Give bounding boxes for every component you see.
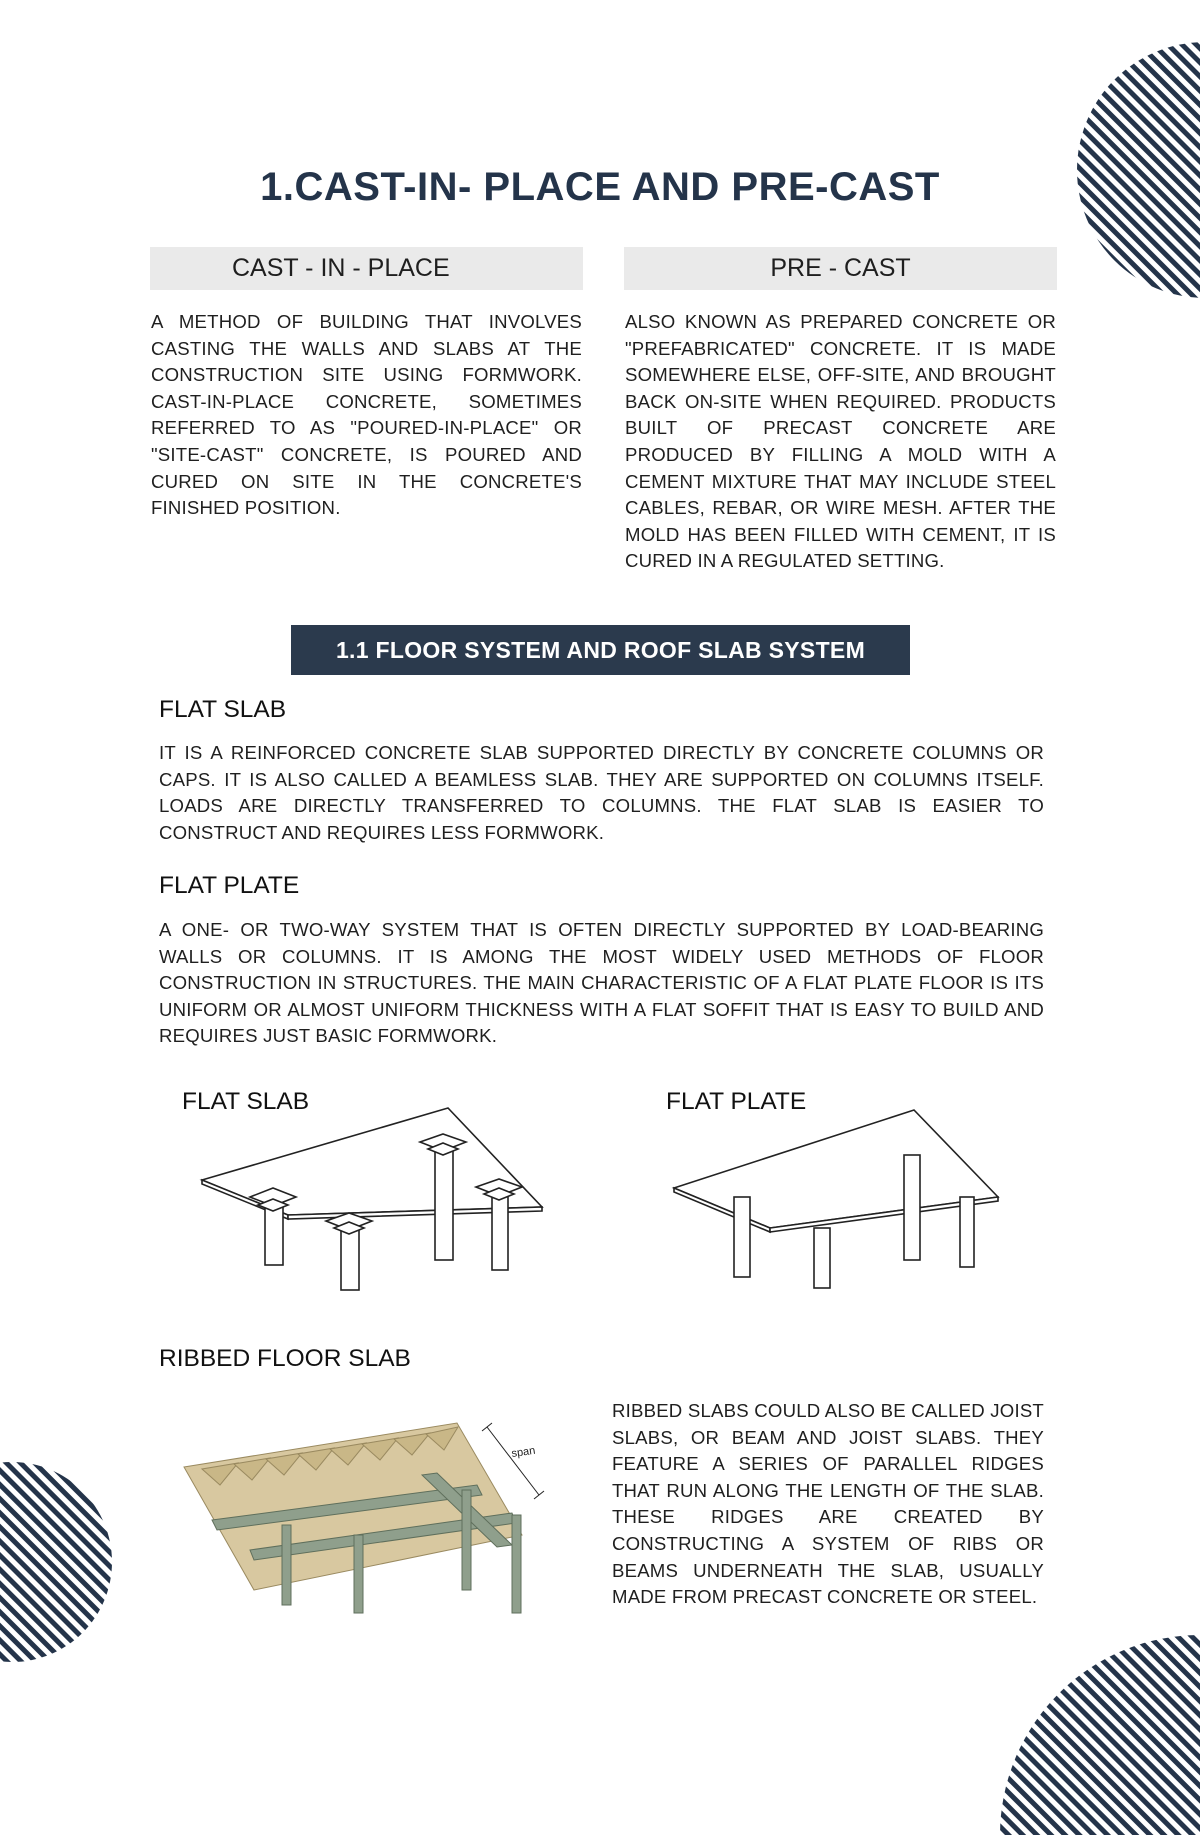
- cast-in-place-text: A METHOD OF BUILDING THAT INVOLVES CASTING THE WALLS AND SLABS AT THE CONSTRUCTION SITE USING FORMWORK. CAST-IN-PLACE CONCRETE, SOMETIMES REFERRED TO AS "POURED-IN-PLACE" OR "SITE-CAST" CONCRETE, IS POURED AND CURED ON SITE IN THE CONCRETE'S FINISHED POSITION.: [151, 311, 582, 519]
- cast-in-place-header: [150, 247, 583, 290]
- cast-in-place-heading: CAST - IN - PLACE: [232, 254, 450, 282]
- pre-cast-text: ALSO KNOWN AS PREPARED CONCRETE OR "PREFABRICATED" CONCRETE. IT IS MADE SOMEWHERE ELSE, OFF-SITE, AND BROUGHT BACK ON-SITE WHEN REQUIRED. PRODUCTS BUILT OF PRECAST CONCRETE ARE PRODUCED BY FILLING A MOLD WITH A CEMENT MIXTURE THAT MAY INCLUDE STEEL CABLES, REBAR, OR WIRE MESH. AFTER THE MOLD HAS BEEN FILLED WITH CEMENT, IT IS CURED IN A REGULATED SETTING.: [625, 311, 1056, 572]
- flat-slab-text: IT IS A REINFORCED CONCRETE SLAB SUPPORTED DIRECTLY BY CONCRETE COLUMNS OR CAPS. IT IS ALSO CALLED A BEAMLESS SLAB. THEY ARE SUPPORTED ON COLUMNS ITSELF. LOADS ARE DIRECTLY TRANSFERRED TO COLUMNS. THE FLAT SLAB IS EASIER TO CONSTRUCT AND REQUIRES LESS FORMWORK.: [159, 742, 1044, 843]
- ribbed-floor-slab-heading: RIBBED FLOOR SLAB: [159, 1345, 411, 1372]
- flat-slab-figure: [180, 1085, 560, 1300]
- pre-cast-heading: PRE - CAST: [770, 254, 911, 282]
- flat-slab-figure-label: FLAT SLAB: [182, 1088, 310, 1115]
- ribbed-slab-figure: [182, 1415, 554, 1615]
- section-banner: 1.1 FLOOR SYSTEM AND ROOF SLAB SYSTEM: [291, 625, 910, 675]
- flat-plate-figure-label: FLAT PLATE: [666, 1088, 807, 1115]
- flat-slab-drawing: [180, 1085, 560, 1300]
- flat-slab-heading: FLAT SLAB: [159, 696, 287, 723]
- pre-cast-header: [624, 247, 1057, 290]
- flat-plate-text: A ONE- OR TWO-WAY SYSTEM THAT IS OFTEN DIRECTLY SUPPORTED BY LOAD-BEARING WALLS OR COLUMNS. IT IS AMONG THE MOST WIDELY USED METHODS OF FLOOR CONSTRUCTION IN STRUCTURES. THE MAIN CHARACTERISTIC OF A FLAT PLATE FLOOR IS ITS UNIFORM OR ALMOST UNIFORM THICKNESS WITH A FLAT SOFFIT THAT IS EASY TO BUILD AND REQUIRES JUST BASIC FORMWORK.: [159, 919, 1044, 1047]
- decorative-hatched-circle-bottom-right: [1000, 1632, 1200, 1835]
- ribbed-floor-slab-text: RIBBED SLABS COULD ALSO BE CALLED JOIST SLABS, OR BEAM AND JOIST SLABS. THEY FEATURE A SERIES OF PARALLEL RIDGES THAT RUN ALONG THE LENGTH OF THE SLAB. THESE RIDGES ARE CREATED BY CONSTRUCTING A SYSTEM OF RIBS OR BEAMS UNDERNEATH THE SLAB, USUALLY MADE FROM PRECAST CONCRETE OR STEEL.: [612, 1400, 1044, 1608]
- decorative-hatched-circle-left: [0, 1460, 115, 1665]
- ribbed-slab-drawing: [182, 1415, 554, 1615]
- flat-plate-figure: [664, 1085, 1014, 1300]
- span-label: span: [510, 1444, 537, 1460]
- flat-plate-heading: FLAT PLATE: [159, 872, 300, 899]
- page-title: 1.CAST-IN- PLACE AND PRE-CAST: [260, 165, 940, 209]
- flat-plate-drawing: [664, 1085, 1014, 1300]
